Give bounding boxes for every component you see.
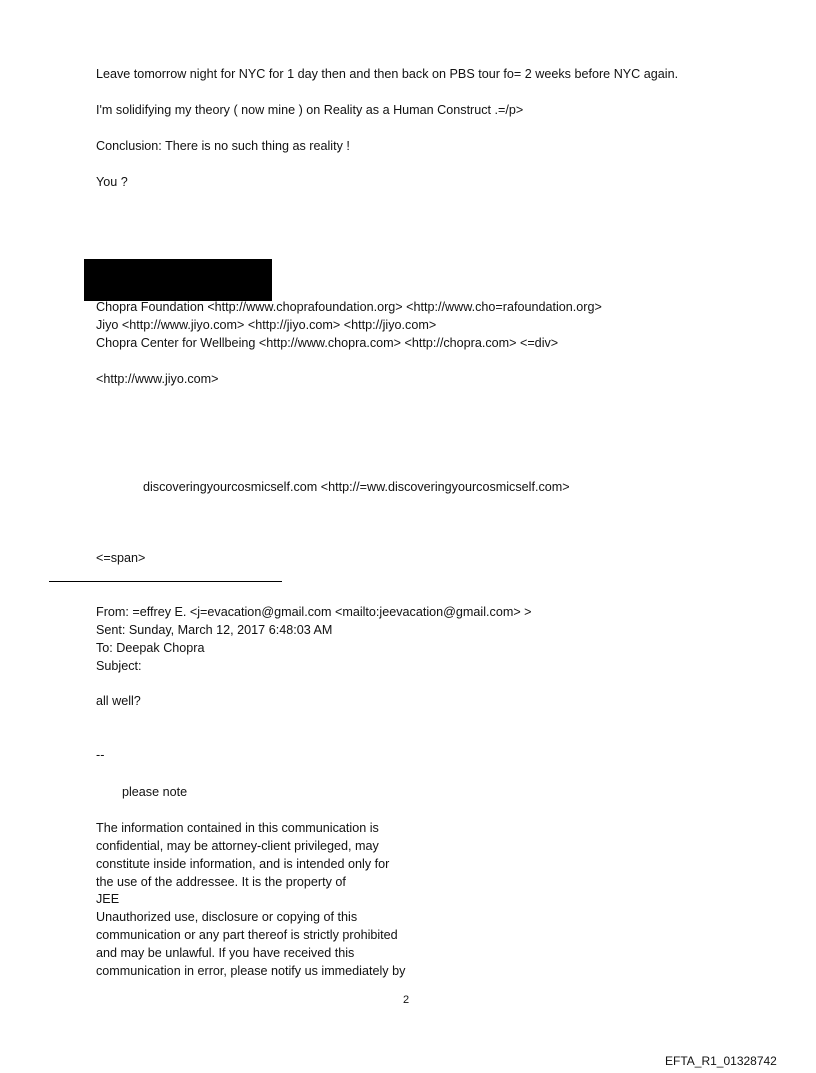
message-text: all well?	[96, 694, 141, 708]
header-from: From: =effrey E. <j=evacation@gmail.com <mailto:jeevacation@gmail.com> >	[96, 605, 532, 619]
header-sent: Sent: Sunday, March 12, 2017 6:48:03 AM	[96, 623, 333, 637]
disclaimer-line: the use of the addressee. It is the property of	[96, 875, 346, 889]
header-subject: Subject:	[96, 659, 142, 673]
message-note: please note	[122, 785, 188, 799]
disclaimer-line: communication in error, please notify us immediately by	[96, 964, 406, 978]
disclaimer-line: and may be unlawful. If you have received this	[96, 946, 355, 960]
body-line-4: You ?	[96, 175, 128, 189]
separator-rule	[49, 581, 282, 582]
signature-span: <=span>	[96, 551, 146, 565]
disclaimer-line: constitute inside information, and is intended only for	[96, 857, 390, 871]
signature-jiyo: Jiyo <http://www.jiyo.com> <http://jiyo.com> <http://jiyo.com>	[96, 318, 437, 332]
signature-jiyo-link: <http://www.jiyo.com>	[96, 372, 219, 386]
redaction-block	[84, 259, 272, 301]
disclaimer-line: Unauthorized use, disclosure or copying of this	[96, 910, 358, 924]
body-line-1: Leave tomorrow night for NYC for 1 day then and then back on PBS tour fo= 2 weeks before NYC again.	[96, 67, 679, 81]
disclaimer-line: JEE	[96, 892, 120, 906]
body-line-2: I'm solidifying my theory ( now mine ) on Reality as a Human Construct .=/p>	[96, 103, 524, 117]
disclaimer-line: confidential, may be attorney-client privileged, may	[96, 839, 379, 853]
disclaimer-line: The information contained in this communication is	[96, 821, 379, 835]
signature-cosmic: discoveringyourcosmicself.com <http://=ww.discoveringyourcosmicself.com>	[143, 480, 570, 494]
disclaimer-line: communication or any part thereof is strictly prohibited	[96, 928, 398, 942]
signature-foundation: Chopra Foundation <http://www.choprafoundation.org> <http://www.cho=rafoundation.org>	[96, 300, 602, 314]
page-number: 2	[403, 994, 410, 1006]
signature-center: Chopra Center for Wellbeing <http://www.chopra.com> <http://chopra.com> <=div>	[96, 336, 559, 350]
header-to: To: Deepak Chopra	[96, 641, 205, 655]
message-dashes: --	[96, 748, 105, 762]
body-line-3: Conclusion: There is no such thing as reality !	[96, 139, 350, 153]
document-id: EFTA_R1_01328742	[665, 1054, 777, 1068]
